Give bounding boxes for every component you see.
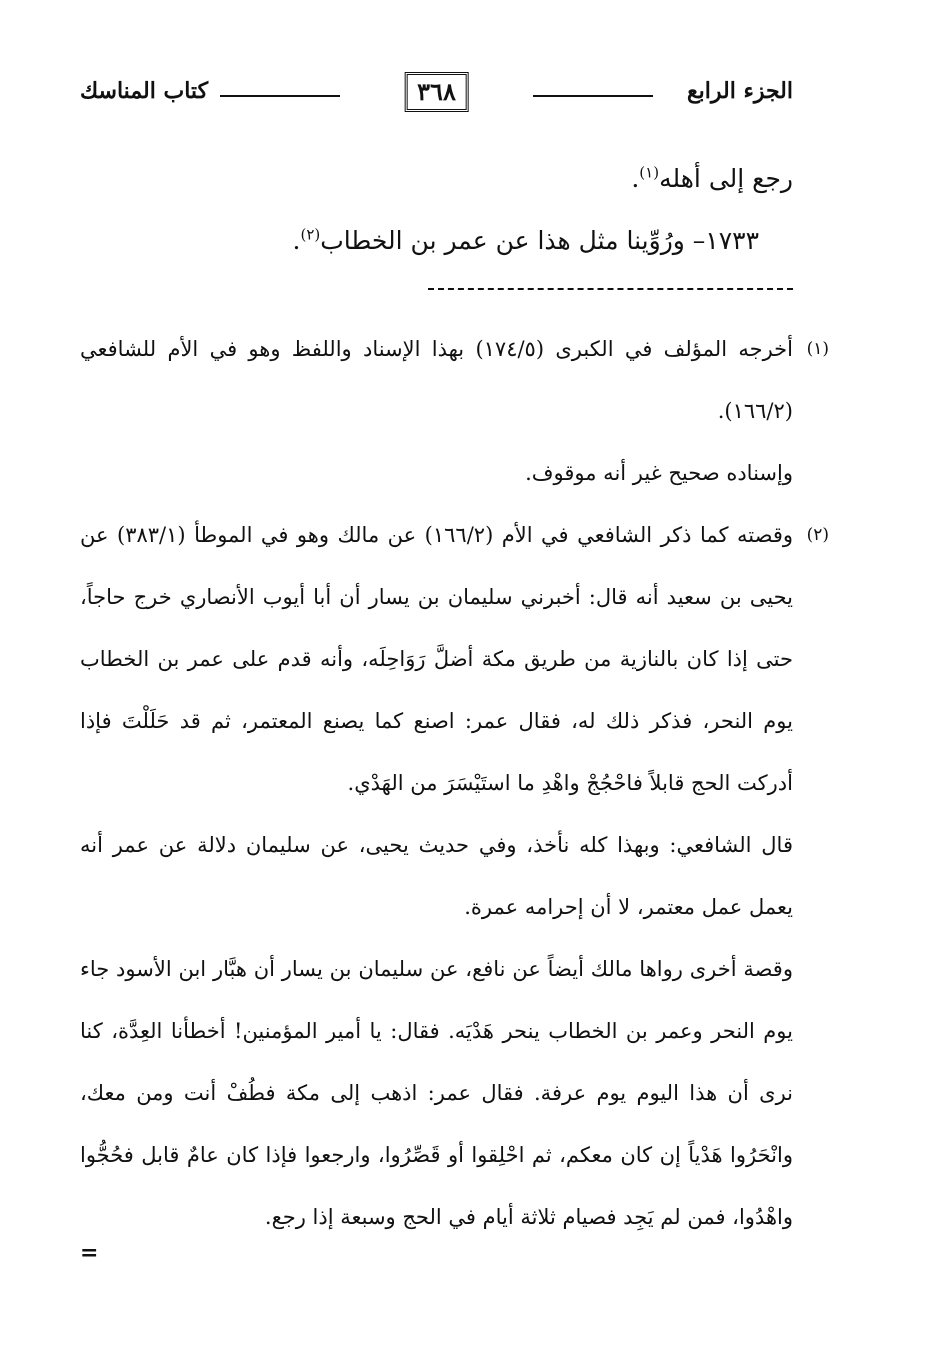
footnote-1-number: (١) — [806, 339, 829, 359]
footnote-separator — [428, 288, 793, 290]
footnote-2-paragraph-3: وقصة أخرى رواها مالك أيضاً عن نافع، عن سليمان بن يسار أن هبَّار ابن الأسود جاء يوم النحر وعمر بن الخطاب ينحر هَدْيَه. فقال: يا أمير المؤمنين! أخطأنا العِدَّة، كنا نرى أن هذا اليوم يوم عرفة. فقال عمر: اذهب إلى مكة فطُفْ أنت ومن معك، وانْحَرُوا هَدْياً إن كان معكم، ثم احْلِقوا أو قَصِّرُوا، وارجعوا فإذا كان عامٌ قابل فحُجُّوا واهْدُوا، فمن لم يَجِد فصيام ثلاثة أيام في الحج وسبعة إذا رجع. — [80, 957, 793, 1229]
footnote-1-note: وإسناده صحيح غير أنه موقوف. — [525, 461, 793, 485]
running-header — [80, 68, 793, 116]
footnote-ref-1[interactable]: (١) — [639, 163, 660, 182]
main-line-1: رجع إلى أهله$^{(١)}$. — [631, 163, 793, 193]
main-text — [80, 148, 793, 272]
header-rule-right — [533, 95, 653, 97]
footnote-2-number: (٢) — [806, 525, 829, 545]
footnote-2-text: وقصته كما ذكر الشافعي في الأم (١٦٦/٢) عن مالك وهو في الموطأ (٣٨٣/١) عن يحيى بن سعيد أنه قال: أخبرني سليمان بن يسار أن أبا أيوب الأنصاري خرج حاجاً، حتى إذا كان بالنازية من طريق مكة أضلَّ رَوَاحِلَه، وأنه قدم على عمر بن الخطاب يوم النحر، فذكر ذلك له، فقال عمر: اصنع كما يصنع المعتمر، ثم قد حَلَلْتَ فإذا أدركت الحج قابلاً فاحْجُجْ واهْدِ ما استَيْسَرَ من الهَدْي. — [80, 523, 793, 795]
footnote-2-paragraph-2: قال الشافعي: وبهذا كله نأخذ، وفي حديث يحيى، عن سليمان دلالة عن عمر أنه يعمل عمل معتمر، لا أن إحرامه عمرة. — [80, 833, 793, 919]
book-title: كتاب المناسك — [80, 78, 209, 104]
footnote-1 — [80, 318, 829, 442]
page-number: ٣٦٨ — [404, 72, 469, 112]
footnotes — [80, 318, 829, 1248]
volume-title: الجزء الرابع — [686, 78, 793, 104]
hadith-1733: ١٧٣٣– ورُوِّينا مثل هذا عن عمر بن الخطاب$^{(٢)}$. — [292, 225, 759, 255]
footnote-ref-2[interactable]: (٢) — [300, 225, 321, 244]
footnote-1-text: أخرجه المؤلف في الكبرى (١٧٤/٥) بهذا الإسناد واللفظ وهو في الأم للشافعي (١٦٦/٢). — [80, 337, 793, 423]
header-rule-left — [220, 95, 340, 97]
footnote-2 — [80, 504, 829, 814]
continuation-mark: = — [80, 1240, 99, 1266]
